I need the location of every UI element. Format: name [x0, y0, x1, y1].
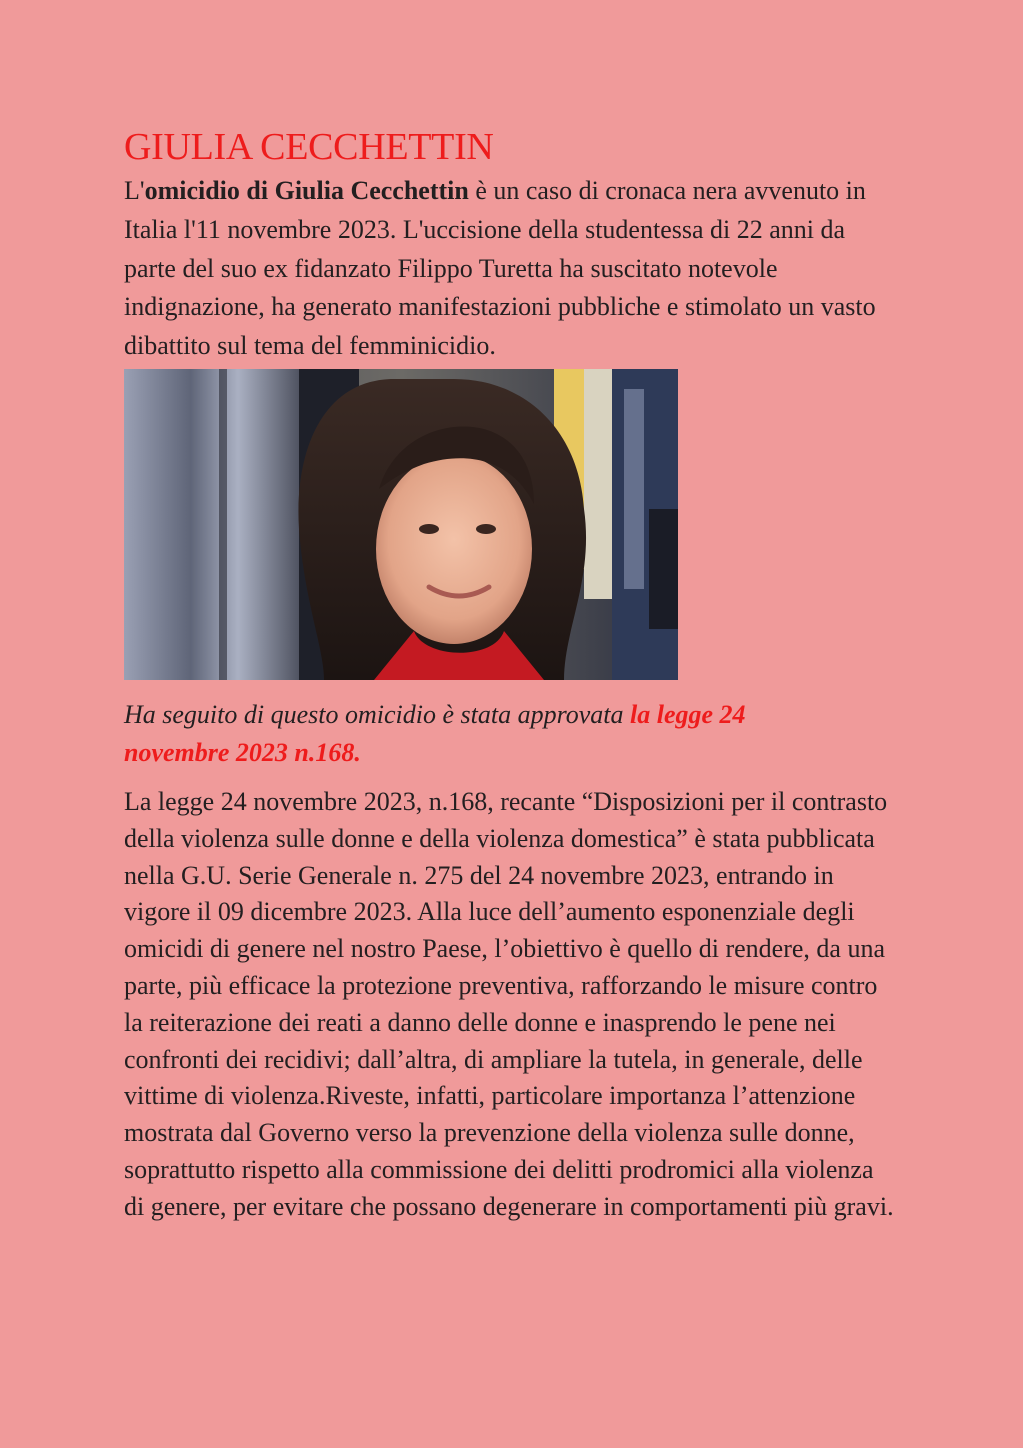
law-caption	[124, 696, 824, 772]
intro-paragraph	[124, 172, 894, 366]
page-title: GIULIA CECCHETTIN	[124, 126, 494, 168]
document-page	[124, 122, 914, 1226]
body-paragraph: La legge 24 novembre 2023, n.168, recante “Disposizioni per il contrasto della violenza sulle donne e della violenza domestica” è stata pubblicata nella G.U. Serie Generale n. 275 del 24 novembre 2023, entrando in vigore il 09 dicembre 2023. Alla luce dell’aumento esponenziale degli omicidi di genere nel nostro Paese, l’obiettivo è quello di rendere, da una parte, più efficace la protezione preventiva, rafforzando le misure contro la reiterazione dei reati a danno delle donne e inasprendo le pene nei confronti dei recidivi; dall’altra, di ampliare la tutela, in generale, delle vittime di violenza.Riveste, infatti, particolare importanza l’attenzione mostrata dal Governo verso la prevenzione della violenza sulle donne, soprattutto rispetto alla commissione dei delitti prodromici alla violenza di genere, per evitare che possano degenerare in comportamenti più gravi.	[124, 786, 894, 1221]
portrait-photo	[124, 369, 678, 680]
caption-text: Ha seguito di questo omicidio è stata approvata	[124, 699, 630, 729]
intro-text: è un caso di cronaca nera avvenuto in Italia l'11 novembre 2023. L'uccisione della studentessa di 22 anni da parte del suo ex fidanzato Filippo Turetta ha suscitato notevole indignazione, ha generato manifestazioni pubbliche e stimolato un vasto dibattito sul tema del femminicidio.	[124, 176, 876, 361]
law-reference: la legge 24 novembre 2023 n.168.	[124, 699, 746, 767]
intro-prefix: L'	[124, 176, 145, 205]
intro-bold: omicidio di Giulia Cecchettin	[144, 176, 469, 205]
